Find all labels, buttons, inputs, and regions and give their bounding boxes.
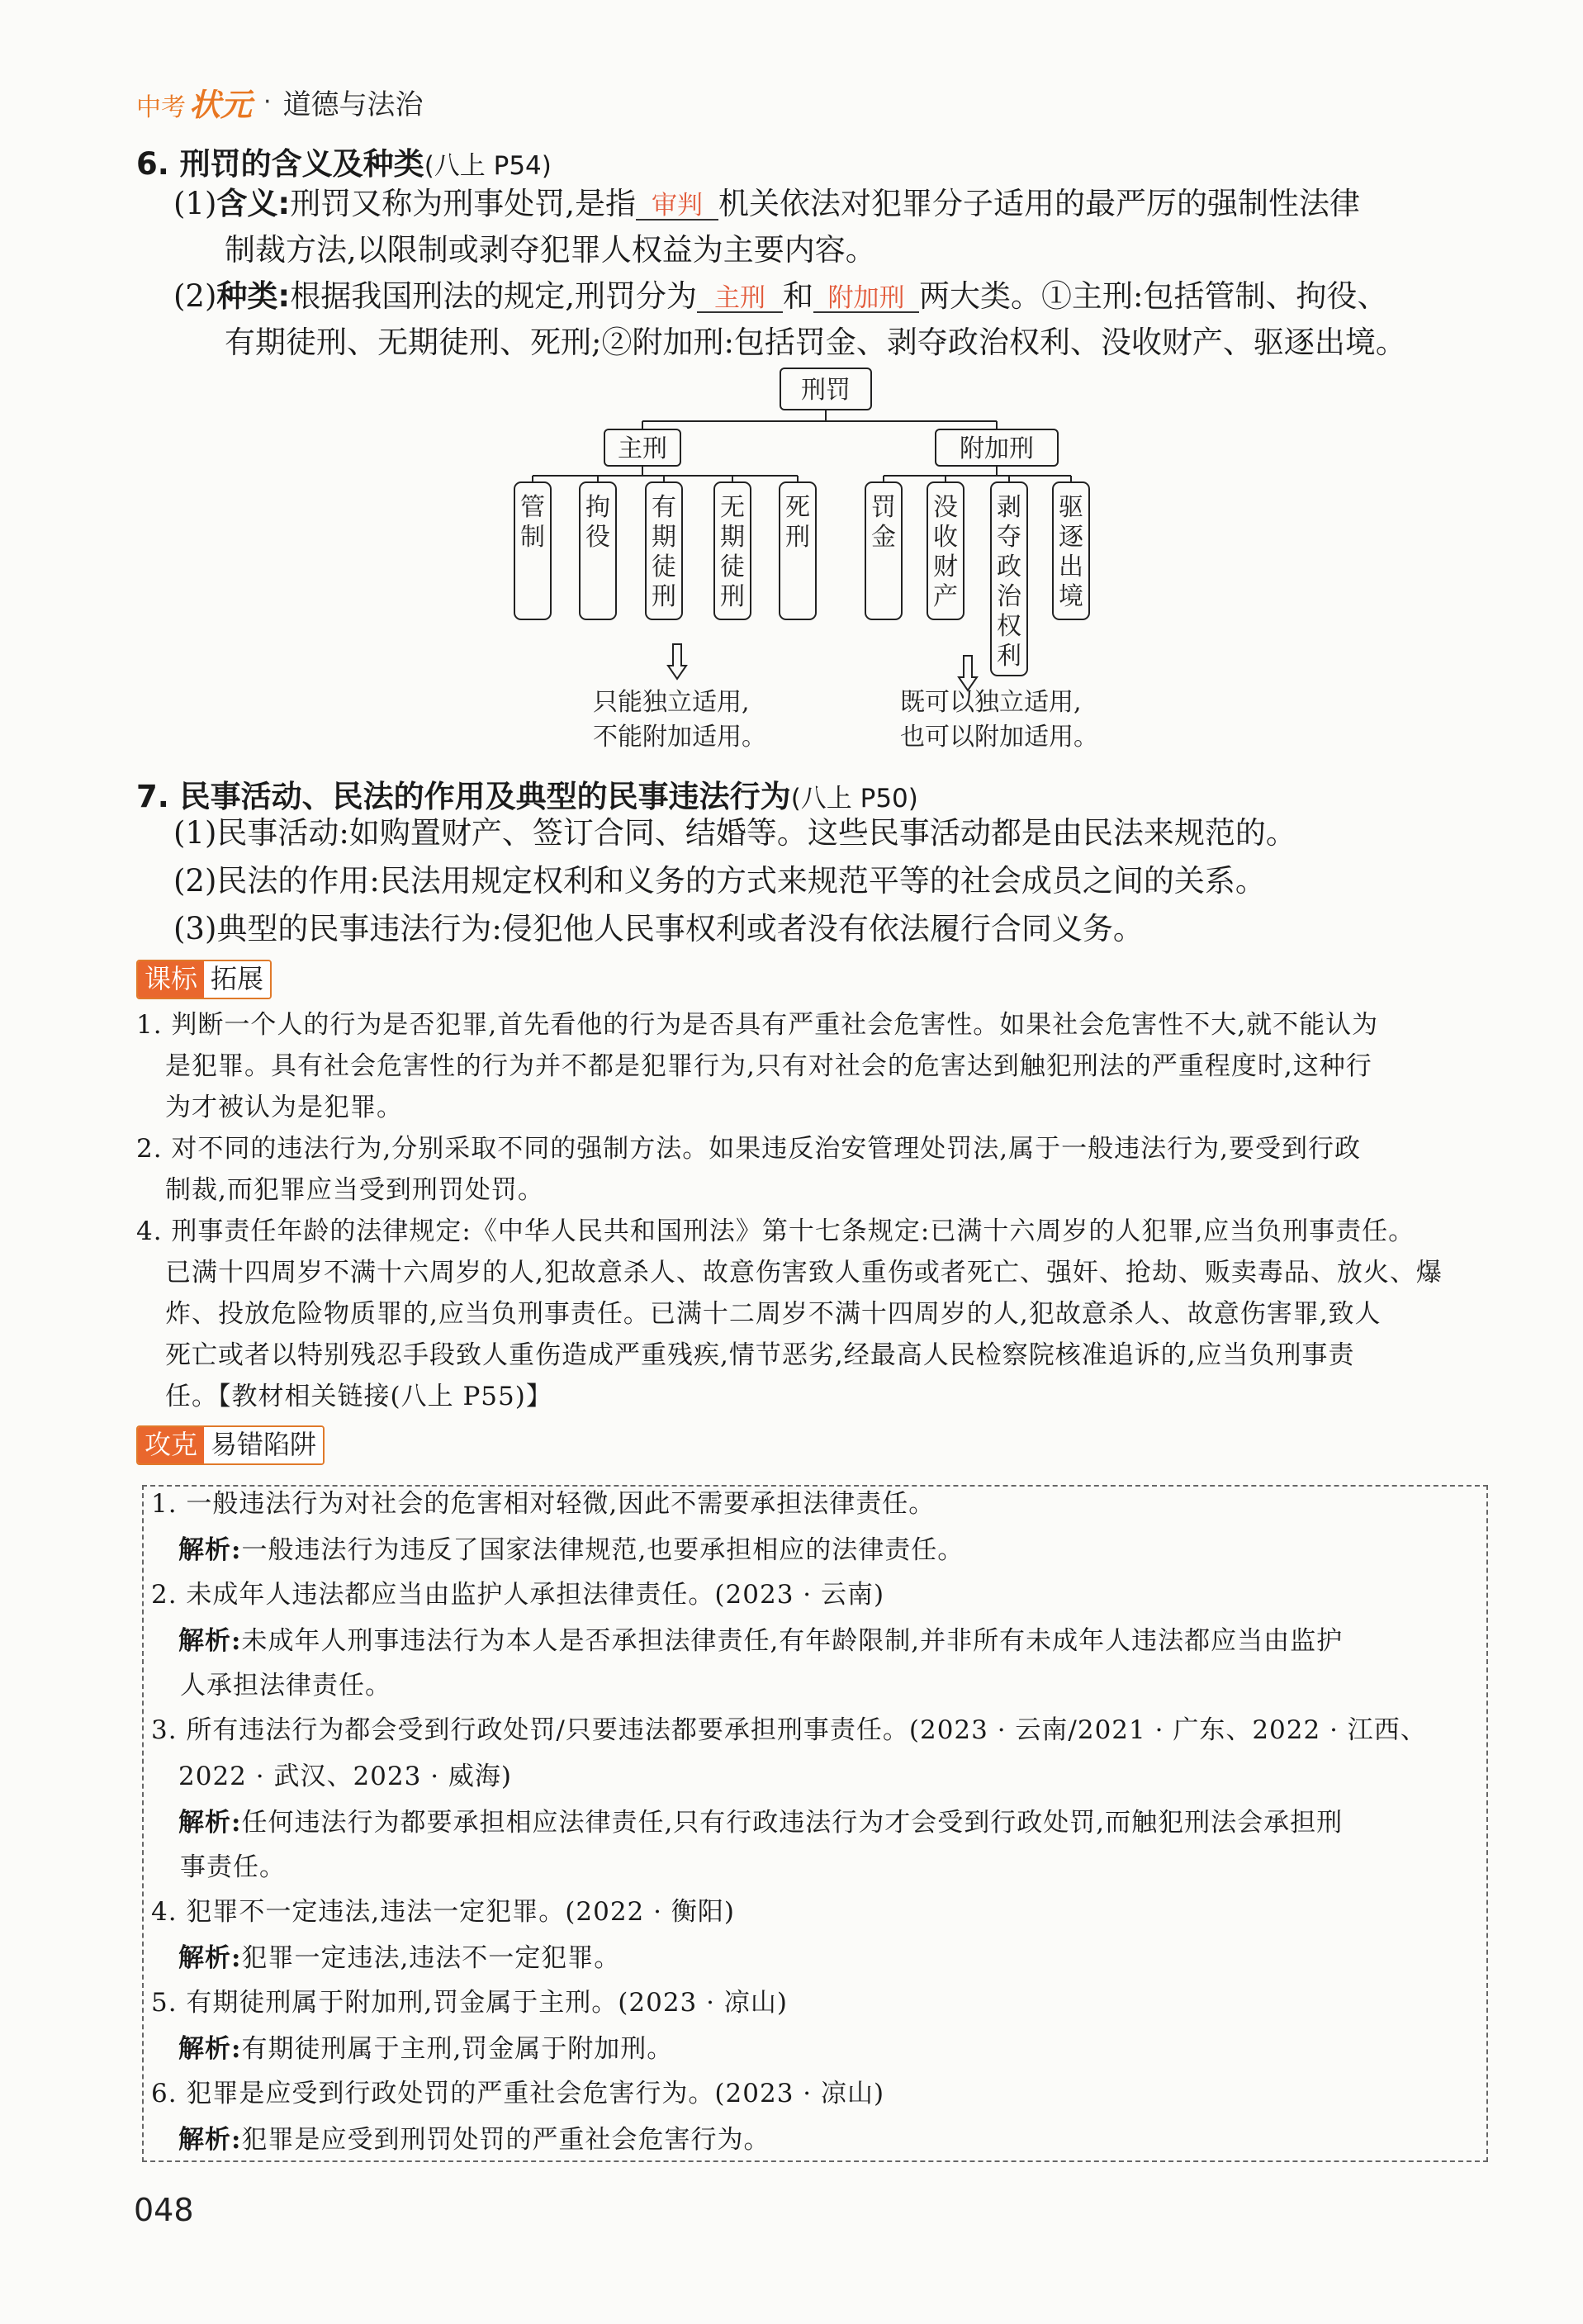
ext-line: 2. 对不同的违法行为,分别采取不同的强制方法。如果违反治安管理处罚法,属于一般违法行为,要受到行政 — [136, 1134, 1361, 1164]
trap-answer: 解析:任何违法行为都要承担相应法律责任,只有行政违法行为才会受到行政处罚,而触犯刑法会承担刑 — [178, 1808, 1344, 1838]
ext-line: 死亡或者以特别残忍手段致人重伤造成严重残疾,情节恶劣,经最高人民检察院核准追诉的,应当负刑事责 — [165, 1340, 1355, 1370]
diagram-item-addl-8: 驱逐出境 — [1059, 493, 1083, 611]
brand-logo: 中考 状元 — [136, 87, 253, 123]
trap-answer: 解析:一般违法行为违反了国家法律规范,也要承担相应的法律责任。 — [178, 1535, 964, 1565]
diagram-item-main-1: 拘役 — [585, 493, 610, 552]
sec6-line-2: 制裁方法,以限制或剥夺犯罪人权益为主要内容。 — [225, 232, 876, 268]
trap-question-cont: 2022 · 武汉、2023 · 威海) — [178, 1762, 513, 1791]
diagram-item-addl-5: 罚金 — [871, 493, 896, 552]
ext-line: 是犯罪。具有社会危害性的行为并不都是犯罪行为,只有对社会的危害达到触犯刑法的严重程度时,这种行 — [165, 1051, 1372, 1081]
note-right-2: 也可以附加适用。 — [900, 723, 1098, 752]
subject-title: 道德与法治 — [282, 88, 424, 121]
section-7-title: 7. 民事活动、民法的作用及典型的民事违法行为(八上 P50) — [136, 779, 918, 814]
trap-question: 3. 所有违法行为都会受到行政处罚/只要违法都要承担刑事责任。(2023 · 云南/2021 · 广东、2022 · 江西、 — [151, 1715, 1427, 1745]
diagram-item-main-0: 管制 — [520, 493, 545, 552]
blank-fujiaxing: 附加刑 — [813, 286, 919, 313]
trap-answer-cont: 人承担法律责任。 — [180, 1671, 391, 1700]
trap-answer-cont: 事责任。 — [180, 1852, 286, 1882]
diagram-item-main-2: 有期徒刑 — [652, 493, 676, 611]
trap-question: 1. 一般违法行为对社会的危害相对轻微,因此不需要承担法律责任。 — [151, 1489, 936, 1519]
ext-line: 任。【教材相关链接(八上 P55)】 — [165, 1382, 552, 1411]
page-header — [136, 79, 424, 125]
trap-question: 5. 有期徒刑属于附加刑,罚金属于主刑。(2023 · 凉山) — [151, 1988, 788, 2018]
ext-line: 为才被认为是犯罪。 — [165, 1093, 403, 1122]
note-left-2: 不能附加适用。 — [593, 723, 766, 752]
sec7-line-3: (3)典型的民事违法行为:侵犯他人民事权利或者没有依法履行合同义务。 — [173, 911, 1144, 946]
blank-zhuxing: 主刑 — [697, 286, 783, 313]
note-right-1: 既可以独立适用, — [900, 688, 1082, 717]
trap-answer: 解析:有期徒刑属于主刑,罚金属于附加刑。 — [178, 2034, 674, 2064]
ext-line: 制裁,而犯罪应当受到刑罚处罚。 — [165, 1175, 544, 1205]
header-dot: · — [263, 88, 272, 116]
sec6-line-3: (2)种类:根据我国刑法的规定,刑罚分为 主刑 和 附加刑 两大类。①主刑:包括管制、拘役、 — [173, 278, 1388, 314]
trap-question: 2. 未成年人违法都应当由监护人承担法律责任。(2023 · 云南) — [151, 1580, 885, 1610]
diagram-addl: 附加刑 — [960, 434, 1034, 463]
sec6-line-1: (1)含义:刑罚又称为刑事处罚,是指 审判 机关依法对犯罪分子适用的最严厉的强制性法律 — [173, 186, 1360, 221]
diagram-root: 刑罚 — [801, 376, 851, 405]
trap-answer: 解析:未成年人刑事违法行为本人是否承担法律责任,有年龄限制,并非所有未成年人违法都应当由监护 — [178, 1626, 1344, 1656]
sec7-line-1: (1)民事活动:如购置财产、签订合同、结婚等。这些民事活动都是由民法来规范的。 — [173, 815, 1296, 851]
tag-gongke-yicuo: 攻克 易错陷阱 — [136, 1425, 325, 1465]
note-left-1: 只能独立适用, — [593, 688, 750, 717]
ext-line: 已满十四周岁不满十六周岁的人,犯故意杀人、故意伤害致人重伤或者死亡、强奸、抢劫、贩卖毒品、放火、爆 — [165, 1258, 1443, 1288]
ext-line: 炸、投放危险物质罪的,应当负刑事责任。已满十二周岁不满十四周岁的人,犯故意杀人、故意伤害罪,致人 — [165, 1299, 1382, 1329]
page-number: 048 — [134, 2192, 194, 2228]
blank-shenpan: 审判 — [636, 193, 718, 221]
trap-question: 6. 犯罪是应受到行政处罚的严重社会危害行为。(2023 · 凉山) — [151, 2079, 885, 2108]
ext-line: 4. 刑事责任年龄的法律规定:《中华人民共和国刑法》第十七条规定:已满十六周岁的人犯罪,应当负刑事责任。 — [136, 1217, 1415, 1246]
trap-answer: 解析:犯罪一定违法,违法不一定犯罪。 — [178, 1943, 621, 1973]
sec6-line-4: 有期徒刑、无期徒刑、死刑;②附加刑:包括罚金、剥夺政治权利、没收财产、驱逐出境。 — [225, 325, 1406, 360]
diagram-item-main-3: 无期徒刑 — [720, 493, 745, 611]
tag-kebiao-tuozhan: 课标 拓展 — [136, 960, 272, 999]
section-6-title: 6. 刑罚的含义及种类(八上 P54) — [136, 146, 552, 182]
ext-line: 1. 判断一个人的行为是否犯罪,首先看他的行为是否具有严重社会危害性。如果社会危害性不大,就不能认为 — [136, 1010, 1379, 1040]
diagram-item-addl-6: 没收财产 — [933, 493, 958, 611]
sec7-line-2: (2)民法的作用:民法用规定权利和义务的方式来规范平等的社会成员之间的关系。 — [173, 863, 1266, 899]
diagram-main: 主刑 — [618, 434, 667, 463]
trap-answer: 解析:犯罪是应受到刑罚处罚的严重社会危害行为。 — [178, 2125, 770, 2155]
diagram-item-addl-7: 剥夺政治权利 — [997, 493, 1021, 671]
penalty-diagram — [495, 363, 1123, 760]
trap-question: 4. 犯罪不一定违法,违法一定犯罪。(2022 · 衡阳) — [151, 1897, 735, 1927]
diagram-item-main-4: 死刑 — [785, 493, 810, 552]
